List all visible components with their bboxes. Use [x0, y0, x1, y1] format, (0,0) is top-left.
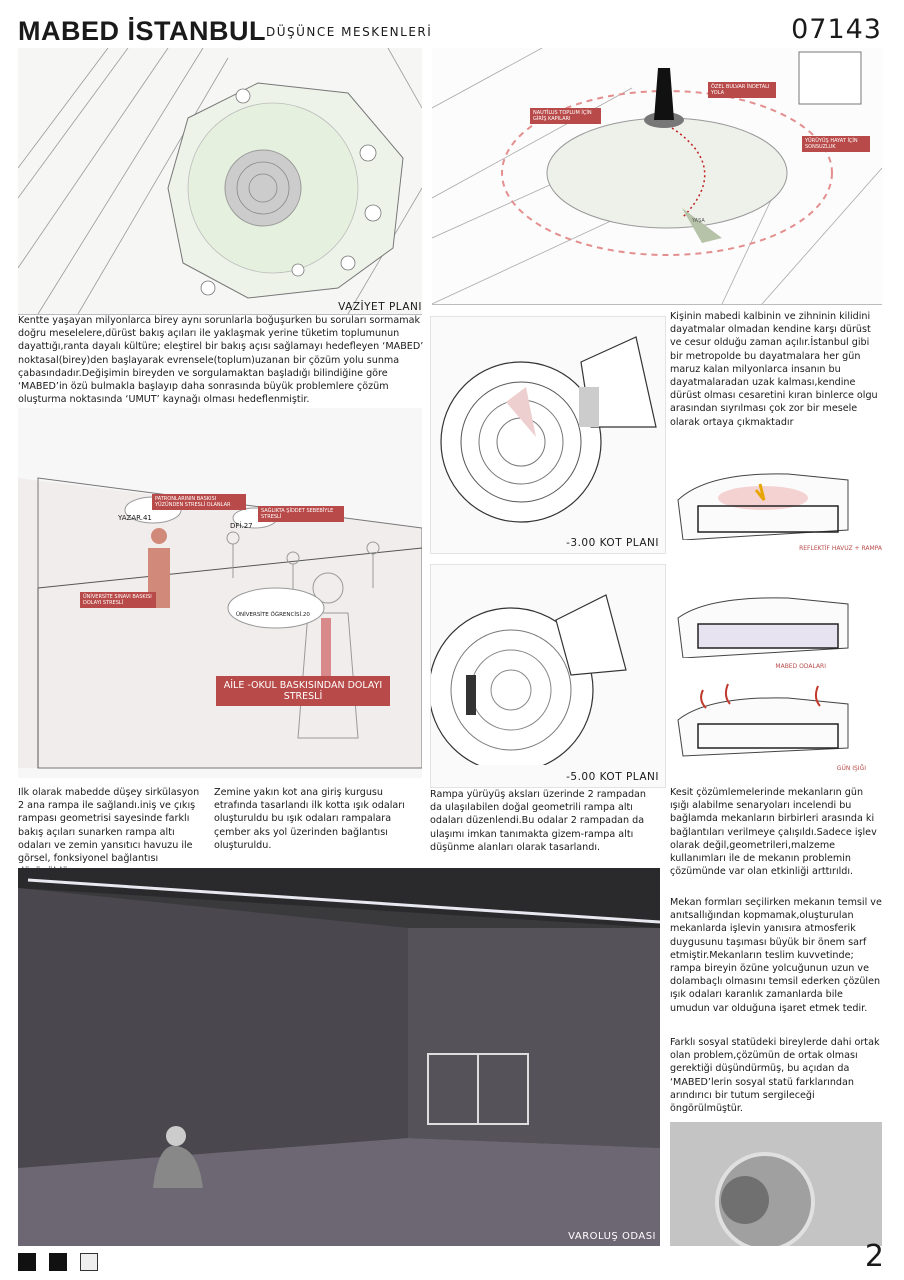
render-image [18, 868, 660, 1246]
project-title: MABED İSTANBUL [18, 16, 266, 46]
site-plan-drawing [18, 48, 422, 314]
photo-thumbnail [670, 1122, 882, 1246]
people-collage [18, 408, 422, 778]
right-text-1: Kişinin mabedi kalbinin ve zihninin kilidini dayatmalar olmadan kendine karşı dürüst ve cesur olduğu zaman açılır.İstanbul gibi bir metropolde bu dayatmalara her gün maruz kalan milyonlarca insanın bu dayatmalaradan uzak kalması,kendine dürüst olması cesaretini kıran binlerce olgu arasından sıyrılması çok zor bir mesele olarak ortaya çıkmaktadır [670, 311, 878, 428]
section-2-drawing [668, 588, 882, 658]
section-1-label: REFLEKTİF HAVUZ + RAMPA [799, 545, 882, 552]
col-text-3: Rampa yürüyüş aksları üzerinde 2 rampadan da ulaşılabilen doğal geometrili rampa altı odaları düzenlendi.Bu odalar 2 rampadan da ulaşımı imkan tanımakta gizem-rampa altı düşünme alanları olarak tasarlandı. [430, 789, 647, 853]
square-light [80, 1253, 98, 1271]
intro-text: Kentte yaşayan milyonlarca birey aynı sorunlarla boğuşurken bu soruları sormamak doğru meselelere,dürüst bakış açıları ile yaklaşmak yerine tüketim toplumunun dayattığı,ranta dayalı kültüre; eleştirel bir bakış açısı sağlamayı hedefleyen ‘MABED’ noktasal(birey)den başlayarak evrensele(toplum)uzanan bir çözüm yolu sunma çabasındadır.Değişimin bireyden ve sorgulamaktan başladığı bilindiğine göre ‘MABED’in özü bulmakla başlayıp daha sonrasında büyük problemlere çözüm oluşturma noktasında ‘UMUT’ kaynağı olması hedeflenmiştir. [18, 315, 424, 406]
right-text-2: Kesit çözümlemelerinde mekanların gün ışığı alabilme senaryoları incelendi bu bağlamda mekanların birbirleri arasında ki bağlantıları verilmeye çalışıldı.Sadece işlev olarak değil,geometrileri,malzeme kullanımları ile de mekanın problemin çözümünde var olan etkinliği arttırıldı. [670, 787, 877, 878]
plan-minus-3-drawing [431, 317, 665, 527]
plan-minus-5-drawing [431, 565, 665, 765]
square-dark-2 [49, 1253, 67, 1271]
plan-minus-5-label: -5.00 KOT PLANI [566, 771, 659, 783]
collage-tag-2: SAĞLIKTA ŞİDDET SEBEBİYLE STRESLİ [258, 506, 344, 522]
bubble-student: ÜNİVERSİTE ÖĞRENCİSİ.20 [236, 612, 310, 618]
section-3-drawing [668, 680, 882, 758]
aerial-tag-2: ÖZEL BULVAR İNDETALI YOLA [708, 82, 776, 98]
col-text-2: Zemine yakın kot ana giriş kurgusu etrafında tasarlandı ilk kotta ışık odaları oluşturuldu bu ışık odaları rampalara çember aks yol üzerinden bağlantısı oluşturuldu. [214, 787, 405, 851]
section-1-drawing [668, 460, 882, 540]
bubble-dfi: DFİ.27 [230, 522, 253, 530]
right-text-4: Farklı sosyal statüdeki bireylerde dahi ortak olan problem,çözümün de ortak olması gerektiği düşündürmüş, bu açıdan da ‘MABED’lerin sosyal statü farklarından arındırıcı bir tutum sergileceği öngörülmüştür. [670, 1037, 880, 1115]
render-label: VAROLUŞ ODASI [568, 1231, 656, 1242]
collage-main-tag: AİLE -OKUL BASKISINDAN DOLAYI STRESLİ [216, 676, 390, 706]
section-3 [668, 680, 882, 772]
project-subtitle: DÜŞÜNCE MESKENLERİ [266, 25, 433, 39]
right-text-3: Mekan formları seçilirken mekanın temsil ve anıtsallığından kopmamak,oluşturulan mekanlarda işlevin yanısıra atmosferik duygusunu taşıması büyük bir önem sarf etmiştir.Mekanların teslim kuvvetinde; rampa bireyin özüne yolcuğunun uzun ve dolambaçlı olmasını temsil ederken çözülen ışık odaları karanlık zamanlarda bile umudun var olduğuna işaret etmek tedir. [670, 897, 882, 1014]
entry-code: 07143 [791, 14, 882, 45]
footer-squares [18, 1253, 108, 1273]
section-2-label: MABED ODALARI [775, 663, 826, 670]
collage-tag-3: ÜNİVERSİTE SINAVI BASKISI DOLAYI STRESLİ [80, 592, 156, 608]
aerial-note: YAŞA [692, 218, 705, 224]
plan-minus-3 [430, 316, 666, 554]
site-plan [18, 48, 422, 315]
aerial-tag-1: NAUTİLUS TOPLUM İÇİN GİRİŞ KAPILARI [530, 108, 601, 124]
section-1 [668, 460, 882, 552]
plan-minus-3-label: -3.00 KOT PLANI [566, 537, 659, 549]
render-drawing [18, 868, 660, 1246]
bubble-yazar: YAZAR.41 [118, 514, 152, 522]
aerial-drawing [432, 48, 882, 304]
collage-tag-1: PATRONLARININ BASKISI YÜZÜNDEN STRESLİ OLANLAR [152, 494, 246, 510]
page-number: 2 [864, 1239, 884, 1274]
section-2 [668, 588, 882, 672]
site-plan-label: VAZİYET PLANI [338, 301, 422, 313]
section-3-label: GÜN IŞIĞI [836, 765, 866, 772]
plan-minus-5 [430, 564, 666, 788]
aerial-view [432, 48, 882, 305]
collage-drawing [18, 408, 422, 778]
aerial-tag-3: YÜRÜYÜŞ HAYAT İÇİN SONSUZLUK [802, 136, 870, 152]
square-dark-1 [18, 1253, 36, 1271]
col-text-1: Ilk olarak mabedde düşey sirkülasyon 2 ana rampa ile sağlandı.iniş ve çıkış rampası geometrisi sayesinde farklı bakış açıları sunarken rampa altı odaları ve zemin yansıtıcı havuzu ile görsel, fonksiyonel bağlantısı [18, 787, 200, 865]
photo-drawing [670, 1122, 882, 1246]
